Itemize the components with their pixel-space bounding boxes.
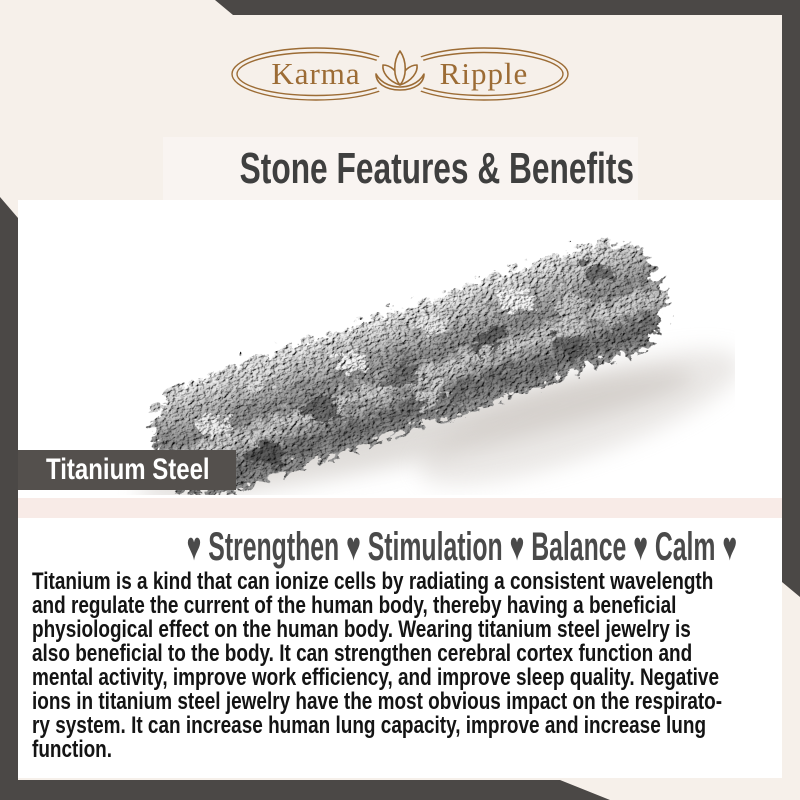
benefits-heading-text: ♥ Strengthen ♥ Stimulation ♥ Balance ♥ Calm ♥	[186, 525, 738, 569]
divider-band	[18, 498, 782, 518]
paragraph-line: ry system. It can increase human lung capacity, improve and increase lung	[32, 712, 707, 739]
paragraph-line: Titanium is a kind that can ionize cells by radiating a consistent wavelength	[32, 568, 714, 595]
paragraph-line: and regulate the current of the human body, thereby having a beneficial	[32, 592, 677, 619]
frame-left-band	[0, 197, 18, 800]
benefits-paragraph	[32, 570, 782, 762]
brand-name-left: Karma	[271, 56, 361, 91]
brand-name-right: Ripple	[439, 56, 529, 91]
stone-name-label	[18, 450, 236, 490]
paragraph-line: ions in titanium steel jewelry have the most obvious impact on the respirato-	[32, 688, 723, 715]
stone-name-text: Titanium Steel	[46, 453, 210, 486]
paragraph-line: mental activity, improve work efficiency, and improve sleep quality. Negative	[32, 664, 720, 691]
paragraph-line: also beneficial to the body. It can strengthen cerebral cortex function and	[32, 640, 693, 667]
frame-right-band	[782, 0, 800, 597]
content-section	[18, 200, 782, 778]
benefits-heading	[18, 526, 782, 568]
section-title-panel	[163, 137, 638, 200]
paragraph-line: function.	[32, 736, 113, 763]
paragraph-line: physiological effect on the human body. Wearing titanium steel jewelry is	[32, 616, 691, 643]
section-title: Stone Features & Benefits	[239, 144, 635, 193]
brand-logo	[230, 41, 570, 107]
frame-bottom-band	[0, 780, 610, 800]
frame-top-band	[215, 0, 800, 15]
